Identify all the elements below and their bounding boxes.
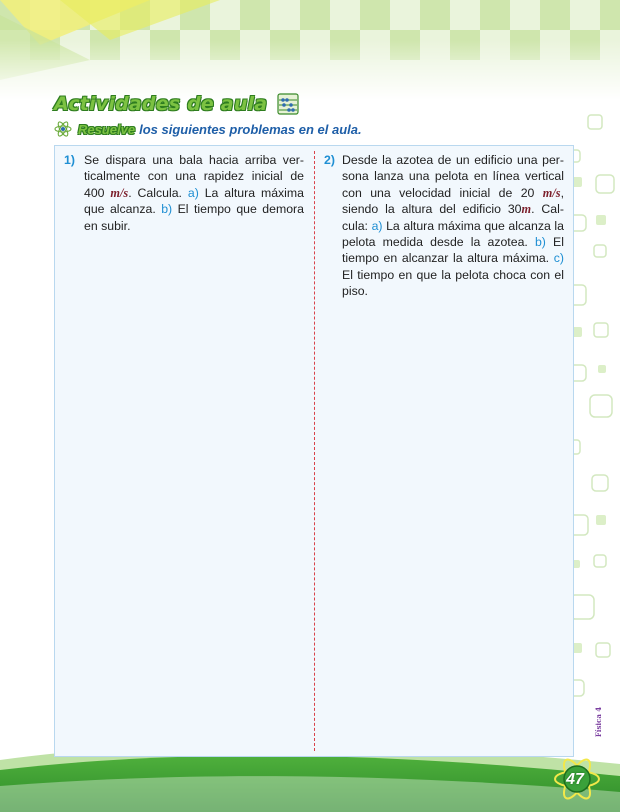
option-a: a) [371,218,383,233]
book-label: Física 4 [593,706,603,738]
problem-number: 1) [64,153,75,167]
problem-1 [64,152,304,234]
section-title-row [54,90,299,118]
instruction-row [54,119,362,139]
atom-icon [54,120,72,138]
section-title: Actividades de aula [54,93,268,115]
problem-text: Se dispara una bala hacia arriba verticalmente con una rapidez inicial de 400 m/s. Calcula. a) La altura máxima que alcanza. b) El tiempo que demora en subir. [84,153,304,233]
header-decoration [0,0,620,100]
abacus-icon [277,93,299,115]
option-c: c) [553,251,564,266]
instruction-text: los siguientes problemas en el aula. [139,121,362,137]
column-divider [314,151,315,751]
problem-number: 2) [324,153,335,167]
page-number: 47 [566,771,584,788]
option-b: b) [534,235,546,250]
option-b: b) [161,202,173,217]
problem-2 [324,152,564,300]
instruction-verb: Resuelve [78,121,136,137]
option-a: a) [187,185,199,200]
problem-text: Desde la azotea de un edificio una persona lanza una pelota en línea vertical con una velocidad inicial de 20 m/s, siendo la altura del edificio 30m. Calcula: a) La altura máxima que alcanza la pelota medida desde la azotea. b) El tiempo en alcanzar la altura máxima. c) El tiempo en que la pelota choca con el piso. [342,153,564,299]
